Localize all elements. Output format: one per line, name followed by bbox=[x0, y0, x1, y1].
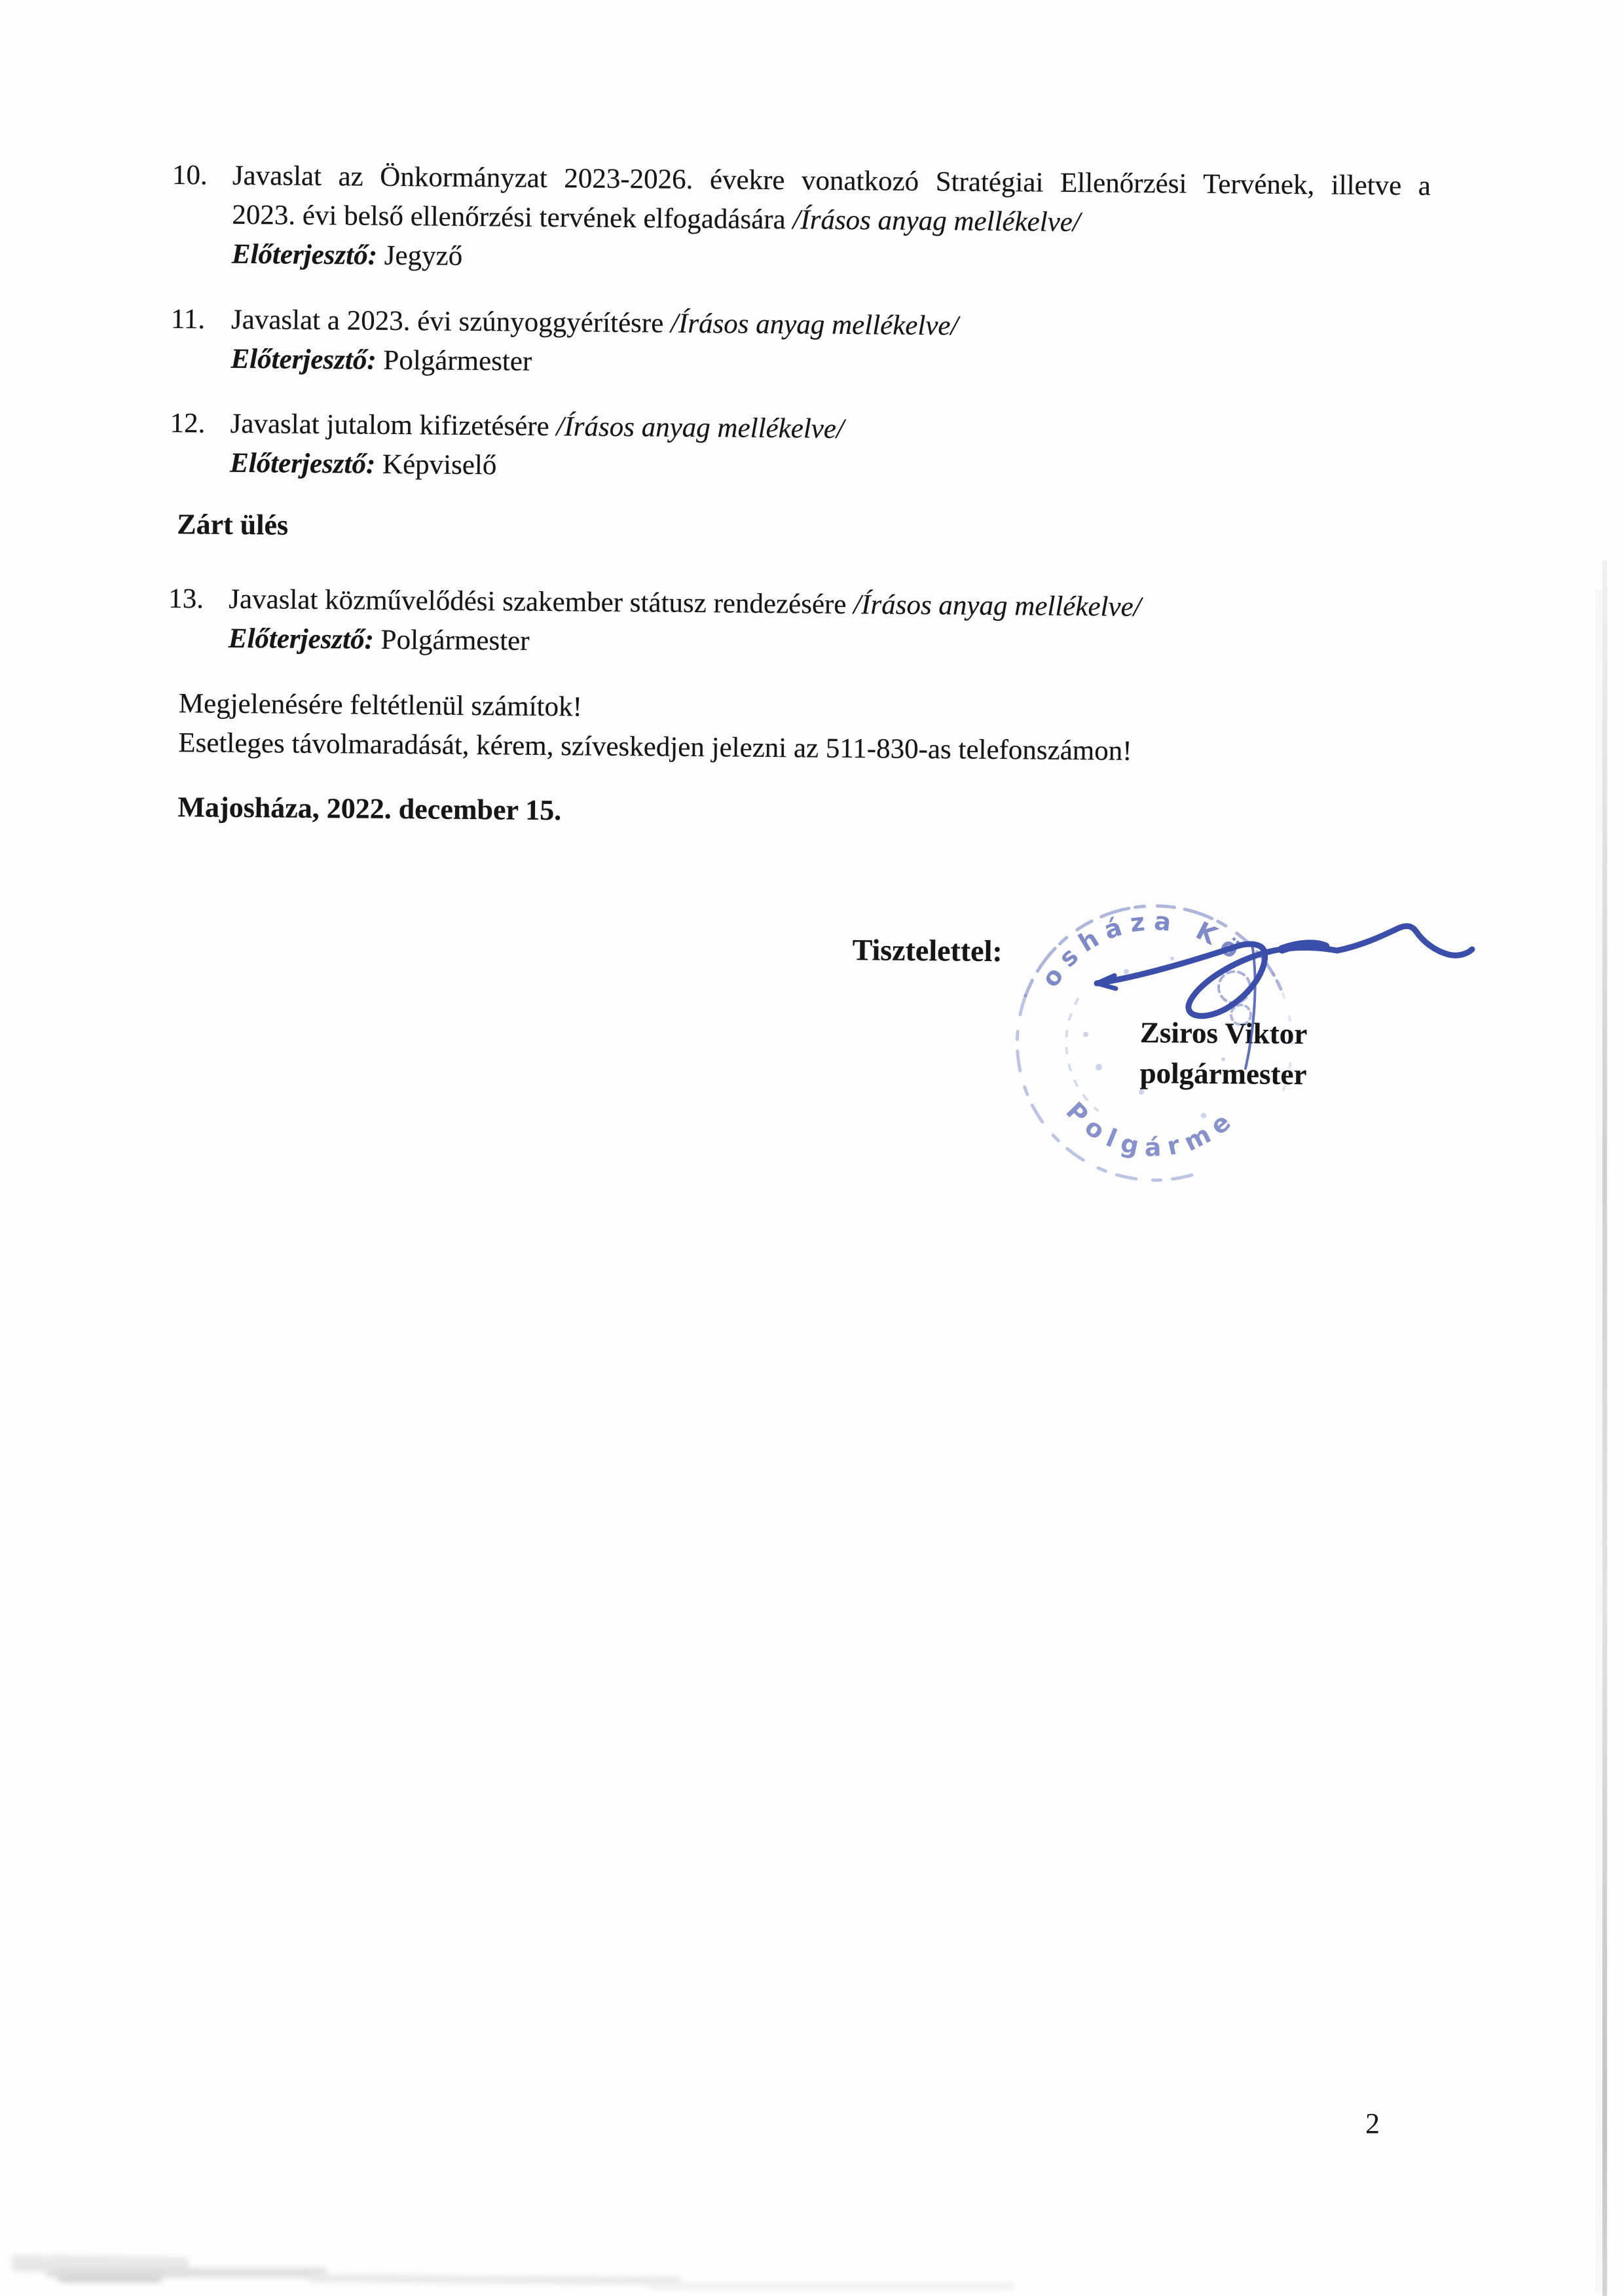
date-place-line: Majosháza, 2022. december 15. bbox=[177, 791, 562, 827]
item-text-line: Javaslat közművelődési szakember státusz rendezésére /Írásos anyag mellékelve/ bbox=[229, 583, 1141, 623]
signature-thick-blob bbox=[1282, 944, 1325, 949]
presenter-line: Előterjesztő: Polgármester bbox=[231, 343, 532, 377]
page-number: 2 bbox=[1365, 2107, 1380, 2140]
stamp-bottom-arc-text: Polgárme bbox=[1060, 1096, 1242, 1162]
scan-smudge bbox=[648, 2283, 1015, 2289]
item-text-line: Javaslat jutalom kifizetésére /Írásos anyag mellékelve/ bbox=[230, 408, 845, 445]
signature-scribble bbox=[1041, 903, 1486, 1087]
presenter-label: Előterjesztő: bbox=[231, 343, 377, 376]
agenda-item-11 bbox=[170, 300, 1430, 390]
item-number: 12. bbox=[170, 407, 206, 439]
signature-main-stroke bbox=[1097, 926, 1472, 1016]
signature-descender bbox=[1246, 944, 1255, 1068]
stamp-top-arc-text: osháza Kö bbox=[1035, 906, 1252, 993]
presenter-line: Előterjesztő: Képviselő bbox=[229, 447, 497, 481]
agenda-item-13 bbox=[168, 579, 1427, 669]
presenter-label: Előterjesztő: bbox=[231, 238, 378, 271]
scan-smudge bbox=[58, 2272, 162, 2283]
presenter-line: Előterjesztő: Jegyző bbox=[231, 238, 463, 272]
item-number: 11. bbox=[170, 303, 206, 335]
salutation: Tisztelettel: bbox=[852, 933, 1003, 968]
presenter-label: Előterjesztő: bbox=[228, 623, 375, 655]
agenda-item-12 bbox=[170, 404, 1429, 494]
closing-paragraph bbox=[178, 684, 1132, 771]
attachment-note: /Írásos anyag mellékelve/ bbox=[792, 204, 1081, 238]
item-text-line: Javaslat a 2023. évi szúnyoggyérítésre /Írásos anyag mellékelve/ bbox=[231, 304, 959, 342]
signer-name: Zsiros Viktor bbox=[1139, 1015, 1308, 1051]
attachment-note: /Írásos anyag mellékelve/ bbox=[853, 589, 1141, 623]
agenda-item-10 bbox=[172, 156, 1431, 285]
presenter-line: Előterjesztő: Polgármester bbox=[228, 623, 530, 657]
item-number: 10. bbox=[172, 160, 208, 191]
closed-session-heading: Zárt ülés bbox=[177, 508, 289, 541]
scan-edge-line bbox=[1602, 560, 1607, 2296]
closing-line-1: Megjelenésére feltétlenül számítok! bbox=[178, 688, 583, 723]
attachment-note: /Írásos anyag mellékelve/ bbox=[556, 411, 845, 445]
closing-line-2: Esetleges távolmaradását, kérem, szíveskedjen jelezni az 511-830-as telefonszámon! bbox=[178, 727, 1132, 767]
presenter-label: Előterjesztő: bbox=[229, 447, 376, 480]
attachment-note: /Írásos anyag mellékelve/ bbox=[670, 308, 959, 342]
item-text-line: 2023. évi belső ellenőrzési tervének elfogadására /Írásos anyag mellékelve/ bbox=[232, 199, 1081, 238]
item-text-line: Javaslat az Önkormányzat 2023-2026. évekre vonatkozó Stratégiai Ellenőrzési Tervének, illetve a bbox=[232, 160, 1431, 202]
item-number: 13. bbox=[168, 583, 204, 615]
signer-title: polgármester bbox=[1139, 1056, 1307, 1091]
